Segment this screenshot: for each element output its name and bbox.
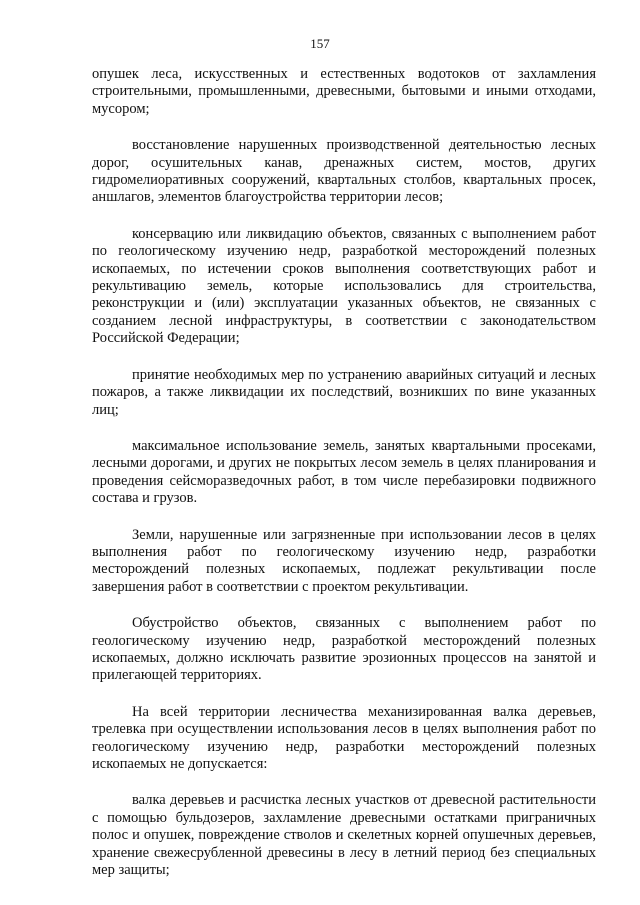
paragraph: валка деревьев и расчистка лесных участков от древесной растительности с помощью бульдозеров, захламление древесными остатками приграничных полос и опушек, повреждение стволов и скелетных корней опушечных деревьев, хранение свежесрубленной древесины в лесу в летний период без специальных мер защиты; — [92, 792, 596, 879]
document-body — [92, 66, 596, 898]
paragraph: Земли, нарушенные или загрязненные при использовании лесов в целях выполнения работ по геологическому изучению недр, разработки месторождений полезных ископаемых, подлежат рекультивации после завершения работ в соответствии с проектом рекультивации. — [92, 526, 596, 595]
paragraph: На всей территории лесничества механизированная валка деревьев, трелевка при осуществлении использования лесов в целях выполнения работ по геологическому изучению недр, разработки месторождений полезных ископаемых не допускается: — [92, 703, 596, 772]
paragraph: принятие необходимых мер по устранению аварийных ситуаций и лесных пожаров, а также ликвидации их последствий, возникших по вине указанных лиц; — [92, 366, 596, 418]
page-number: 157 — [310, 36, 330, 51]
paragraph: восстановление нарушенных производственной деятельностью лесных дорог, осушительных канав, дренажных систем, мостов, других гидромелиоративных сооружений, квартальных столбов, квартальных просек, аншлагов, элементов благоустройства территории лесов; — [92, 137, 596, 206]
paragraph: опушек леса, искусственных и естественных водотоков от захламления строительными, промышленными, древесными, бытовыми и иными отходами, мусором; — [92, 66, 596, 117]
paragraph: Обустройство объектов, связанных с выполнением работ по геологическому изучению недр, разработкой месторождений полезных ископаемых, должно исключать развитие эрозионных процессов на занятой и прилегающей территориях. — [92, 615, 596, 684]
paragraph: консервацию или ликвидацию объектов, связанных с выполнением работ по геологическому изучению недр, разработкой месторождений полезных ископаемых, по истечении сроков выполнения соответствующих работ и рекультивацию земель, которые использовались для строительства, реконструкции и (или) эксплуатации указанных объектов, не связанных с созданием лесной инфраструктуры, в соответствии с законодательством Российской Федерации; — [92, 225, 596, 347]
paragraph: максимальное использование земель, занятых квартальными просеками, лесными дорогами, и других не покрытых лесом земель в целях планирования и проведения сейсморазведочных работ, в том числе перебазировки подвижного состава и грузов. — [92, 437, 596, 507]
